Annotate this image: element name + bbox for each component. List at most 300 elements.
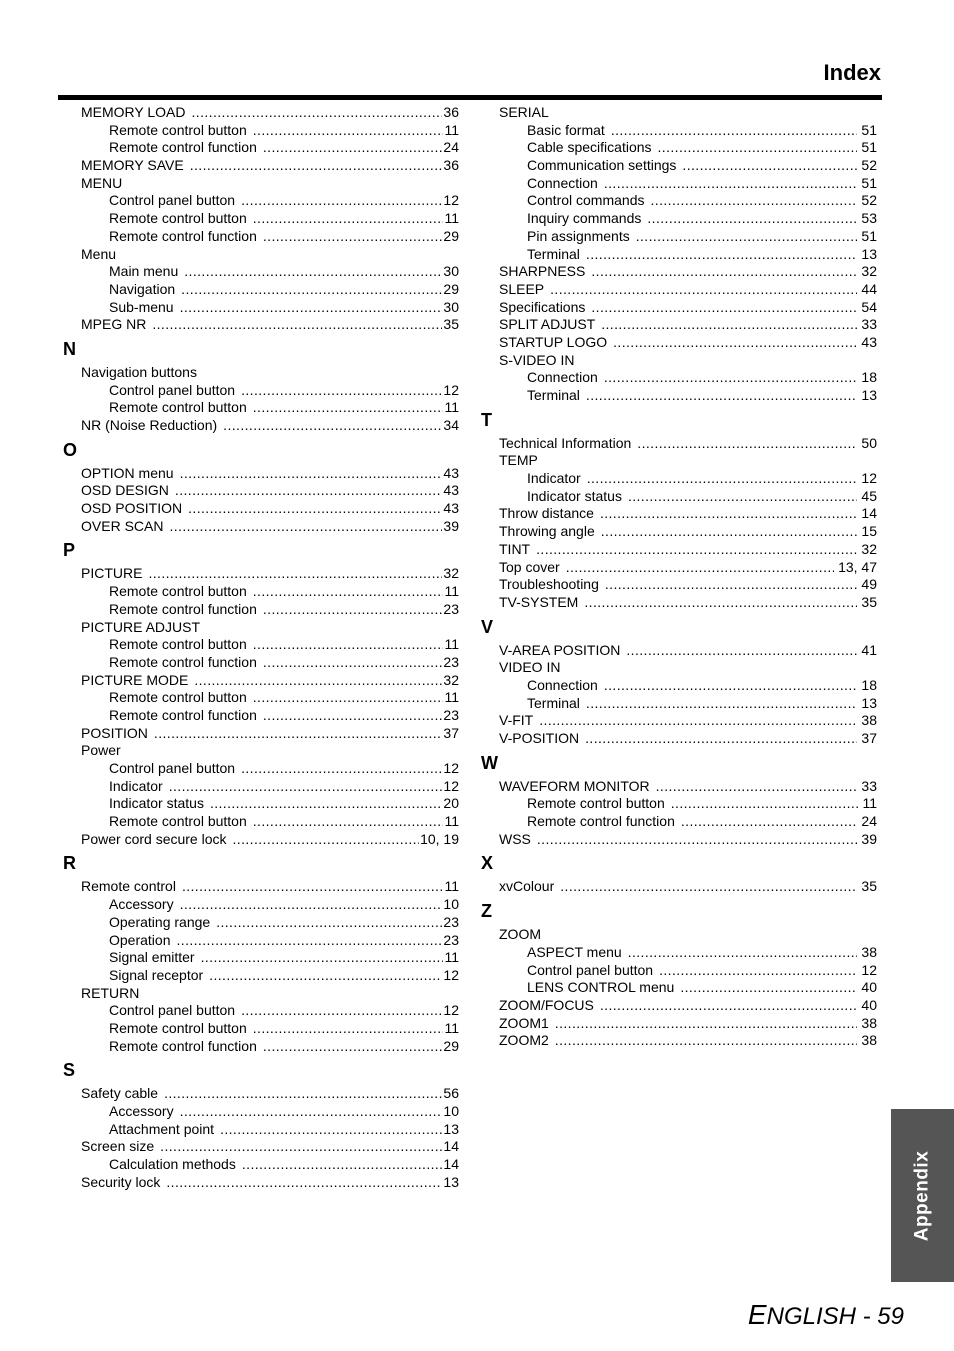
dot-leader (600, 505, 857, 523)
index-letter-heading: T (481, 409, 492, 430)
appendix-side-tab (891, 1109, 954, 1282)
dot-leader (628, 488, 857, 506)
dot-leader (555, 1015, 858, 1033)
dot-leader (611, 122, 858, 140)
index-entry (81, 417, 459, 435)
index-entry (81, 742, 459, 760)
index-entry-label: TINT (499, 540, 531, 557)
index-entry-label: NR (Noise Reduction) (81, 417, 218, 433)
index-page-number: 23 (443, 706, 459, 723)
index-page-number: 10 (443, 896, 459, 913)
index-subentry (81, 1020, 459, 1038)
index-entry-label: Calculation methods (109, 1156, 236, 1173)
index-entry (81, 985, 459, 1003)
index-entry (499, 334, 877, 352)
index-entry-label: PICTURE ADJUST (81, 618, 201, 635)
index-entry (81, 518, 459, 536)
index-page-number: 38 (861, 712, 877, 729)
index-entry (499, 559, 877, 577)
index-entry-label: Terminal (527, 387, 580, 403)
index-subentry (499, 387, 877, 405)
dot-leader (680, 979, 857, 997)
index-page-number: 32 (861, 263, 877, 280)
index-entry (499, 1032, 877, 1050)
dot-leader (253, 813, 444, 831)
dot-leader (253, 583, 444, 601)
dot-leader (180, 896, 443, 914)
index-entry (499, 505, 877, 523)
index-entry-label: V-FIT (499, 712, 534, 729)
index-page-number: 29 (443, 1037, 459, 1054)
dot-leader (253, 399, 444, 417)
index-entry (81, 1174, 459, 1192)
dot-leader (210, 795, 442, 813)
index-subentry (81, 689, 459, 707)
index-entry-label: Remote control button (109, 121, 247, 138)
index-page-number: 18 (861, 369, 877, 386)
index-letter-heading: R (63, 853, 76, 874)
dot-leader (536, 541, 857, 559)
index-entry-label: Control panel button (109, 1002, 236, 1019)
index-page-number: 54 (861, 298, 877, 315)
index-entry-label: SPLIT ADJUST (499, 316, 596, 333)
index-page-number: 18 (861, 676, 877, 693)
index-page-number: 12 (443, 1002, 459, 1019)
index-entry-label: Remote control function (109, 600, 257, 617)
index-entry (499, 831, 877, 849)
index-subentry (81, 813, 459, 831)
index-page-number: 13 (443, 1120, 459, 1137)
dot-leader (263, 707, 443, 725)
index-entry-label: Terminal (527, 694, 580, 711)
index-entry-label: Remote control (81, 878, 176, 895)
index-entry-label: LENS CONTROL menu (527, 979, 675, 996)
index-entry-label: Remote control button (109, 636, 247, 653)
index-page-number: 29 (443, 280, 459, 297)
dot-leader (253, 122, 444, 140)
dot-leader (555, 1032, 858, 1050)
index-page-number: 11 (444, 583, 459, 600)
dot-leader (241, 1002, 442, 1020)
index-subentry (499, 470, 877, 488)
index-subentry (81, 601, 459, 619)
index-entry-label: MENU (81, 174, 123, 191)
index-entry-label: Communication settings (527, 157, 677, 174)
index-page-number: 43 (443, 482, 459, 499)
dot-leader (604, 175, 858, 193)
index-page-number: 12 (443, 192, 459, 209)
index-entry (81, 364, 459, 382)
index-subentry (499, 979, 877, 997)
index-page-number: 13 (861, 245, 877, 262)
index-page-number: 50 (861, 434, 877, 451)
index-page-number: 11 (444, 121, 459, 138)
index-entry-label: OPTION menu (81, 464, 174, 481)
index-page-number: 30 (443, 263, 459, 280)
dot-leader (656, 778, 858, 796)
index-column-left (63, 104, 459, 1191)
index-entry-label: Remote control function (109, 1037, 257, 1054)
index-subentry (499, 175, 877, 193)
dot-leader (190, 157, 443, 175)
index-entry-label: Operating range (109, 913, 211, 930)
index-page-number: 37 (861, 730, 877, 746)
index-subentry (81, 122, 459, 140)
index-page-number: 41 (861, 641, 877, 658)
index-entry-label: ZOOM/FOCUS (499, 996, 594, 1013)
index-letter-heading: N (63, 338, 76, 359)
dot-leader (636, 228, 858, 246)
index-entry (81, 878, 459, 896)
index-entry-label: Power cord secure lock (81, 830, 227, 847)
index-entry-label: Main menu (109, 263, 179, 280)
index-entry-label: TEMP (499, 452, 538, 469)
index-entry-label: Navigation buttons (81, 363, 197, 380)
page-title: Index (823, 60, 881, 85)
dot-leader (550, 281, 857, 299)
dot-leader (560, 878, 857, 896)
index-entry (499, 104, 877, 122)
index-subentry (499, 228, 877, 246)
dot-leader (651, 192, 858, 210)
index-entry-label: OSD POSITION (81, 500, 183, 517)
index-subentry (81, 636, 459, 654)
index-page-number: 14 (443, 1138, 459, 1155)
index-page-number: 37 (443, 724, 459, 741)
index-entry-label: V-POSITION (499, 730, 580, 746)
index-subentry (81, 210, 459, 228)
dot-leader (253, 210, 444, 228)
dot-leader (585, 730, 857, 748)
dot-leader (180, 299, 443, 317)
index-entry-label: Troubleshooting (499, 576, 599, 593)
dot-leader (220, 1121, 442, 1139)
index-entry-label: Signal emitter (109, 949, 195, 966)
index-entry-label: Menu (81, 245, 117, 262)
index-entry-label: Accessory (109, 896, 174, 913)
dot-leader (152, 316, 442, 334)
index-subentry (81, 1103, 459, 1121)
index-entry-label: Signal receptor (109, 966, 204, 983)
index-entry (499, 316, 877, 334)
dot-leader (586, 695, 858, 713)
index-page-number: 36 (443, 157, 459, 174)
index-entry-label: Cable specifications (527, 139, 652, 156)
footer-text: NGLISH - 59 (766, 1303, 904, 1330)
index-entry-label: WSS (499, 830, 531, 847)
index-entry-label: Basic format (527, 121, 605, 138)
index-page-number: 20 (443, 795, 459, 812)
dot-leader (169, 778, 443, 796)
index-entry (81, 465, 459, 483)
index-entry-label: Remote control button (109, 210, 247, 227)
dot-leader (626, 642, 857, 660)
dot-leader (587, 470, 858, 488)
index-entry-label: Remote control function (109, 227, 257, 244)
index-subentry (499, 210, 877, 228)
dot-leader (182, 878, 444, 896)
index-page-number: 32 (861, 540, 877, 557)
dot-leader (584, 594, 857, 612)
index-page-number: 23 (443, 653, 459, 670)
index-page-number: 44 (861, 280, 877, 297)
index-entry (81, 316, 459, 334)
index-subentry (81, 299, 459, 317)
index-entry-label: ASPECT menu (527, 943, 622, 960)
index-page-number: 36 (443, 104, 459, 120)
index-entry-label: OSD DESIGN (81, 482, 169, 499)
index-page-number: 40 (861, 979, 877, 996)
index-subentry (81, 399, 459, 417)
dot-leader (647, 210, 857, 228)
index-page-number: 15 (861, 523, 877, 540)
dot-leader (539, 712, 857, 730)
index-entry-label: RETURN (81, 984, 140, 1001)
dot-leader (194, 672, 442, 690)
dot-leader (566, 559, 834, 577)
dot-leader (166, 1174, 442, 1192)
index-entry (499, 642, 877, 660)
dot-leader (600, 997, 858, 1015)
index-letter-heading: S (63, 1060, 76, 1081)
index-entry-label: Accessory (109, 1103, 174, 1119)
index-page-number: 24 (443, 139, 459, 156)
index-column-right (481, 104, 877, 1050)
index-page-number: 32 (443, 565, 459, 582)
index-page-number: 11 (444, 813, 459, 830)
index-entry-label: Remote control function (527, 813, 675, 830)
index-page-number: 38 (861, 943, 877, 960)
footer-initial: E (747, 1299, 767, 1330)
index-entry-label: Security lock (81, 1173, 161, 1190)
index-entry-label: MPEG NR (81, 316, 147, 333)
index-letter-heading: V (481, 616, 494, 637)
index-page-number: 10 (443, 1103, 459, 1119)
dot-leader (241, 192, 442, 210)
index-entry-label: Remote control button (109, 583, 247, 600)
dot-leader (637, 435, 857, 453)
index-entry-label: Inquiry commands (527, 210, 642, 227)
index-page-number: 30 (443, 298, 459, 315)
index-page-number: 11 (444, 210, 459, 227)
index-page-number: 33 (861, 316, 877, 333)
dot-leader (148, 565, 442, 583)
index-subentry (81, 932, 459, 950)
index-page-number: 49 (861, 576, 877, 593)
index-entry (81, 1138, 459, 1156)
index-entry (81, 500, 459, 518)
index-subentry (81, 1121, 459, 1139)
index-subentry (81, 1038, 459, 1056)
index-page-number: 23 (443, 931, 459, 948)
index-page-number: 53 (861, 210, 877, 227)
dot-leader (671, 795, 859, 813)
index-page-number: 13 (443, 1173, 459, 1190)
index-entry-label: Power (81, 742, 121, 759)
index-entry-label: Safety cable (81, 1085, 159, 1102)
index-page-number: 52 (861, 157, 877, 174)
index-entry-label: WAVEFORM MONITOR (499, 777, 650, 794)
dot-leader (160, 1138, 442, 1156)
index-subentry (81, 778, 459, 796)
index-page-number: 13 (861, 694, 877, 711)
index-entry-label: Top cover (499, 558, 560, 575)
index-subentry (499, 962, 877, 980)
index-subentry (81, 192, 459, 210)
index-page-number: 39 (861, 830, 877, 847)
index-entry-label: Remote control button (109, 1019, 247, 1036)
index-entry-label: Control panel button (527, 961, 654, 978)
index-page-number: 12 (443, 777, 459, 794)
index-subentry (81, 795, 459, 813)
dot-leader (605, 576, 858, 594)
index-page-number: 11 (862, 795, 877, 812)
index-entry (499, 926, 877, 944)
dot-leader (681, 813, 858, 831)
index-entry-label: Terminal (527, 245, 580, 262)
index-entry (499, 730, 877, 748)
index-entry-label: Specifications (499, 298, 586, 315)
index-entry (81, 1085, 459, 1103)
index-subentry (81, 914, 459, 932)
index-entry (499, 435, 877, 453)
index-entry (499, 576, 877, 594)
index-letter-heading: O (63, 439, 78, 460)
index-page-number: 11 (444, 399, 459, 416)
dot-leader (154, 725, 443, 743)
index-page-number: 24 (861, 813, 877, 830)
index-entry (81, 565, 459, 583)
index-entry-label: Throw distance (499, 505, 594, 522)
index-page-number: 32 (443, 671, 459, 688)
index-page-number: 35 (861, 593, 877, 610)
index-entry-label: Screen size (81, 1138, 155, 1155)
index-page-number: 10, 19 (420, 830, 459, 847)
dot-leader (658, 139, 858, 157)
dot-leader (180, 1103, 443, 1121)
dot-leader (223, 417, 442, 435)
index-letter-heading: P (63, 540, 76, 561)
index-subentry (81, 654, 459, 672)
index-entry-label: Remote control function (109, 653, 257, 670)
index-page-number: 11 (444, 1019, 459, 1036)
index-entry-label: Attachment point (109, 1120, 215, 1137)
dot-leader (263, 601, 443, 619)
index-entry-label: Navigation (109, 280, 176, 297)
index-subentry (81, 382, 459, 400)
index-subentry (81, 281, 459, 299)
index-subentry (499, 139, 877, 157)
dot-leader (601, 316, 857, 334)
index-entry (81, 482, 459, 500)
index-page-number: 13, 47 (838, 558, 877, 575)
index-subentry (499, 122, 877, 140)
dot-leader (591, 299, 857, 317)
index-entry-label: Indicator status (527, 487, 622, 504)
index-entry-label: PICTURE (81, 565, 143, 582)
dot-leader (263, 1038, 443, 1056)
appendix-tab-label: Appendix (911, 1150, 933, 1241)
index-entry-label: Remote control button (109, 399, 247, 416)
index-page-number: 11 (444, 636, 459, 653)
dot-leader (263, 654, 443, 672)
index-entry (499, 452, 877, 470)
index-entry-label: Pin assignments (527, 227, 630, 244)
index-entry-label: POSITION (81, 724, 148, 741)
dot-leader (263, 139, 443, 157)
index-page-number: 51 (861, 227, 877, 244)
index-entry-label: OVER SCAN (81, 517, 164, 534)
index-entry-label: PICTURE MODE (81, 671, 189, 688)
index-entry-label: Sub-menu (109, 298, 174, 315)
dot-leader (253, 636, 444, 654)
index-page-number: 52 (861, 192, 877, 209)
index-subentry (499, 369, 877, 387)
index-entry-label: S-VIDEO IN (499, 351, 575, 368)
dot-leader (253, 689, 444, 707)
index-entry-label: STARTUP LOGO (499, 333, 608, 350)
dot-leader (682, 157, 857, 175)
index-page-number: 14 (443, 1156, 459, 1173)
index-entry (499, 299, 877, 317)
index-entry-label: Control panel button (109, 760, 236, 776)
index-page-number: 39 (443, 517, 459, 534)
dot-leader (180, 465, 443, 483)
header-rule (58, 95, 882, 100)
dot-leader (604, 369, 858, 387)
index-entry-label: MEMORY SAVE (81, 157, 184, 174)
index-entry (499, 594, 877, 612)
index-entry (499, 352, 877, 370)
index-entry-label: MEMORY LOAD (81, 104, 186, 120)
dot-leader (188, 500, 442, 518)
index-entry (81, 831, 459, 849)
index-entry-label: Control panel button (109, 381, 236, 398)
dot-leader (192, 104, 443, 122)
index-subentry (81, 896, 459, 914)
index-page-number: 11 (444, 949, 459, 966)
dot-leader (233, 831, 420, 849)
index-entry (499, 263, 877, 281)
dot-leader (209, 967, 442, 985)
dot-leader (601, 523, 858, 541)
index-entry (81, 672, 459, 690)
index-entry-label: ZOOM2 (499, 1032, 549, 1049)
index-entry-label: SHARPNESS (499, 263, 586, 280)
index-page-number: 12 (861, 470, 877, 487)
index-entry (81, 157, 459, 175)
index-page-number: 38 (861, 1014, 877, 1031)
index-subentry (499, 157, 877, 175)
index-entry-label: Connection (527, 369, 598, 386)
dot-leader (181, 281, 442, 299)
index-page-number: 51 (861, 139, 877, 156)
index-entry (499, 523, 877, 541)
index-entry (499, 997, 877, 1015)
index-page-number: 35 (443, 316, 459, 333)
index-page-number: 40 (861, 996, 877, 1013)
dot-leader (241, 382, 442, 400)
index-entry (81, 175, 459, 193)
index-entry-label: Throwing angle (499, 523, 595, 540)
index-entry (499, 281, 877, 299)
index-letter-heading: Z (481, 901, 492, 922)
index-entry (499, 778, 877, 796)
index-entry-label: Connection (527, 676, 598, 693)
index-entry-label: V-AREA POSITION (499, 641, 621, 658)
index-subentry (81, 263, 459, 281)
index-page-number: 51 (861, 121, 877, 138)
